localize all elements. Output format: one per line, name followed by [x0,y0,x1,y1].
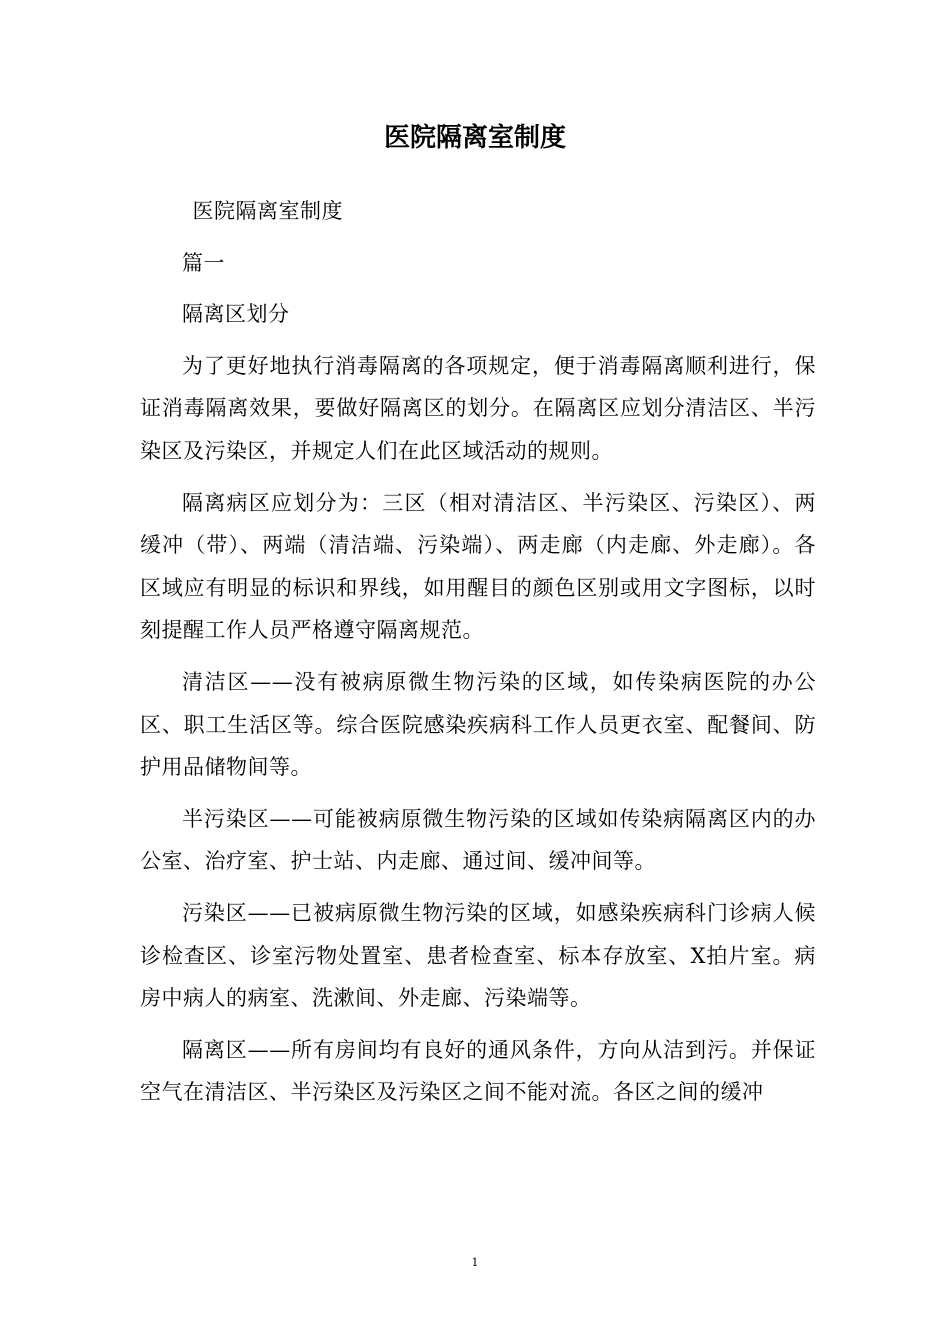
body-paragraph: 污染区——已被病原微生物污染的区域，如感染疾病科门诊病人候诊检查区、诊室污物处置室、患者检查室、标本存放室、X拍片室。病房中病人的病室、洗漱间、外走廊、污染端等。 [140,900,816,1011]
document-title: 医院隔离室制度 [383,123,566,153]
body-paragraph: 隔离病区应划分为：三区（相对清洁区、半污染区、污染区）、两缓冲（带）、两端（清洁端、污染端）、两走廊（内走廊、外走廊）。各区域应有明显的标识和界线，如用醒目的颜色区别或用文字图标，以时刻提醒工作人员严格遵守隔离规范。 [140,490,816,643]
body-paragraph: 半污染区——可能被病原微生物污染的区域如传染病隔离区内的办公室、治疗室、护士站、内走廊、通过间、缓冲间等。 [140,806,816,874]
section-heading: 隔离区划分 [182,302,290,327]
body-paragraph: 清洁区——没有被病原微生物污染的区域，如传染病医院的办公区、职工生活区等。综合医院感染疾病科工作人员更衣室、配餐间、防护用品储物间等。 [140,669,816,780]
page-number: 1 [471,1256,479,1269]
body-paragraph: 为了更好地执行消毒隔离的各项规定，便于消毒隔离顺利进行，保证消毒隔离效果，要做好隔离区的划分。在隔离区应划分清洁区、半污染区及污染区，并规定人们在此区域活动的规则。 [140,353,816,463]
section-label: 篇一 [182,250,225,275]
body-paragraph: 隔离区——所有房间均有良好的通风条件，方向从洁到污。并保证空气在清洁区、半污染区及污染区之间不能对流。各区之间的缓冲 [140,1037,816,1105]
subtitle-paragraph: 医院隔离室制度 [192,199,343,223]
document-body [140,190,816,1123]
